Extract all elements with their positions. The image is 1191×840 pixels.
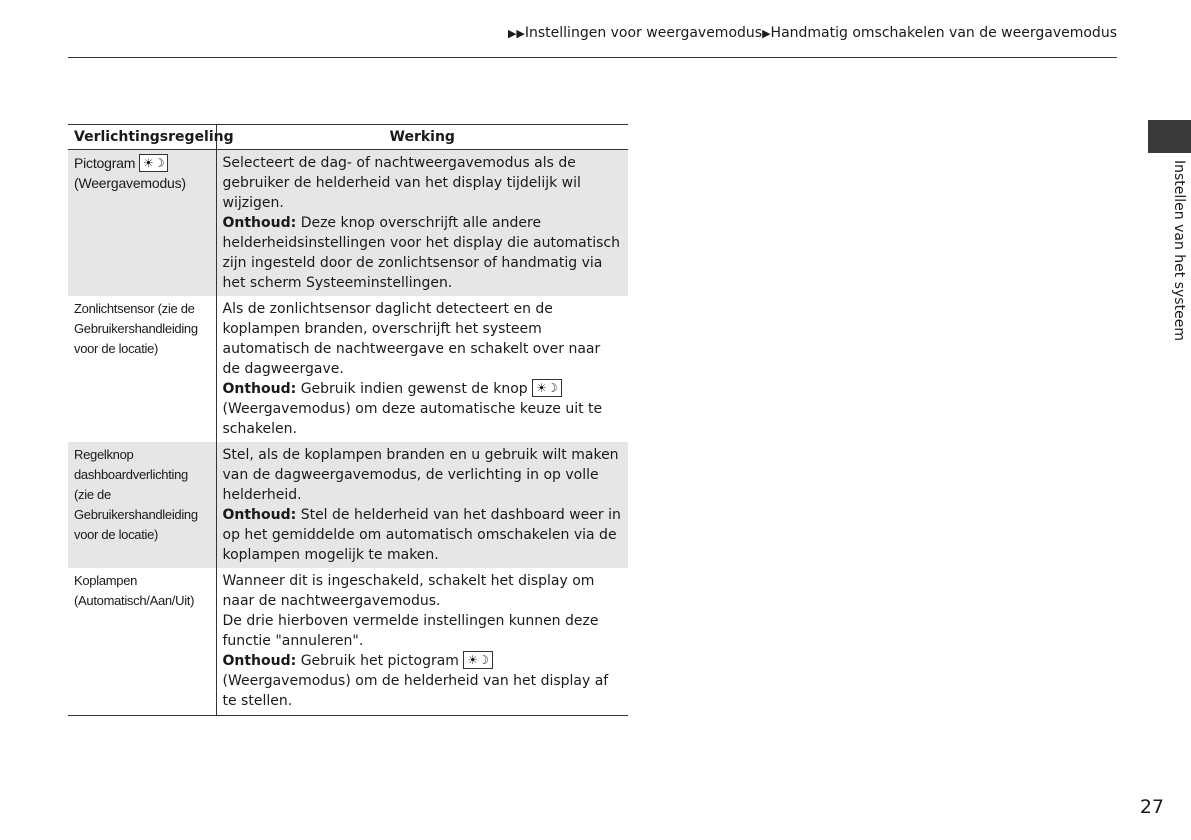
breadcrumb-part-2: Handmatig omschakelen van de weergavemodus: [770, 25, 1117, 41]
section-tab-marker: [1148, 120, 1191, 153]
day-night-icon: ☀☽: [532, 379, 562, 397]
control-cell: [68, 568, 216, 716]
note-label: Onthoud:: [222, 215, 297, 231]
control-label: Zonlichtsensor (zie de Gebruikershandleiding voor de locatie): [74, 301, 198, 356]
function-cell: [216, 442, 628, 568]
table-row: [68, 150, 628, 297]
table-header-row: [68, 125, 628, 150]
function-cell: [216, 296, 628, 442]
lighting-control-table: [68, 124, 628, 716]
control-cell: [68, 150, 216, 297]
column-header-control: Verlichtingsregeling: [68, 125, 216, 150]
control-label: Pictogram: [74, 155, 136, 171]
control-cell: [68, 296, 216, 442]
breadcrumb-separator-icon: ▶: [762, 27, 771, 40]
control-label: Regelknop dashboardverlichting (zie de Gebruikershandleiding voor de locatie): [74, 447, 198, 542]
control-sublabel: (Weergavemodus): [74, 175, 186, 191]
function-text: Wanneer dit is ingeschakeld, schakelt het display om naar de nachtweergavemodus.: [222, 573, 595, 609]
note-text: Gebruik het pictogram: [300, 653, 459, 669]
function-text: Selecteert de dag- of nachtweergavemodus als de gebruiker de helderheid van het display tijdelijk wil wijzigen.: [222, 155, 581, 211]
note-text-cont: (Weergavemodus) om de helderheid van het display af te stellen.: [222, 673, 609, 709]
table-row: [68, 442, 628, 568]
function-text-2: De drie hierboven vermelde instellingen kunnen deze functie "annuleren".: [222, 613, 599, 649]
note-label: Onthoud:: [222, 507, 297, 523]
control-label: Koplampen (Automatisch/Aan/Uit): [74, 573, 195, 608]
function-text: Als de zonlichtsensor daglicht detecteert en de koplampen branden, overschrijft het systeem automatisch de nachtweergave en schakelt over naar de dagweergave.: [222, 301, 601, 377]
day-night-icon: ☀☽: [463, 651, 493, 669]
note-label: Onthoud:: [222, 381, 297, 397]
table-row: [68, 568, 628, 716]
page-number: 27: [1139, 796, 1164, 818]
breadcrumb: [508, 25, 1117, 41]
breadcrumb-part-1[interactable]: Instellingen voor weergavemodus: [524, 25, 763, 41]
note-text: Gebruik indien gewenst de knop: [300, 381, 528, 397]
note-text-cont: (Weergavemodus) om deze automatische keuze uit te schakelen.: [222, 401, 603, 437]
header-rule: [68, 57, 1117, 58]
control-cell: [68, 442, 216, 568]
note-text: Stel de helderheid van het dashboard weer in op het gemiddelde om automatisch omschakelen via de koplampen mogelijk te maken.: [222, 507, 621, 563]
breadcrumb-arrows-icon: ▶▶: [507, 27, 525, 40]
note-text: Deze knop overschrijft alle andere helderheidsinstellingen voor het display die automatisch zijn ingesteld door de zonlichtsensor of handmatig via het scherm Systeeminstellingen.: [222, 215, 620, 291]
column-header-function: Werking: [216, 125, 628, 150]
function-cell: [216, 150, 628, 297]
day-night-icon: ☀☽: [139, 154, 169, 172]
function-cell: [216, 568, 628, 716]
note-label: Onthoud:: [222, 653, 297, 669]
table-row: [68, 296, 628, 442]
function-text: Stel, als de koplampen branden en u gebruik wilt maken van de dagweergavemodus, de verlichting in op volle helderheid.: [222, 447, 619, 503]
section-tab-label: Instellen van het systeem: [1171, 160, 1187, 341]
